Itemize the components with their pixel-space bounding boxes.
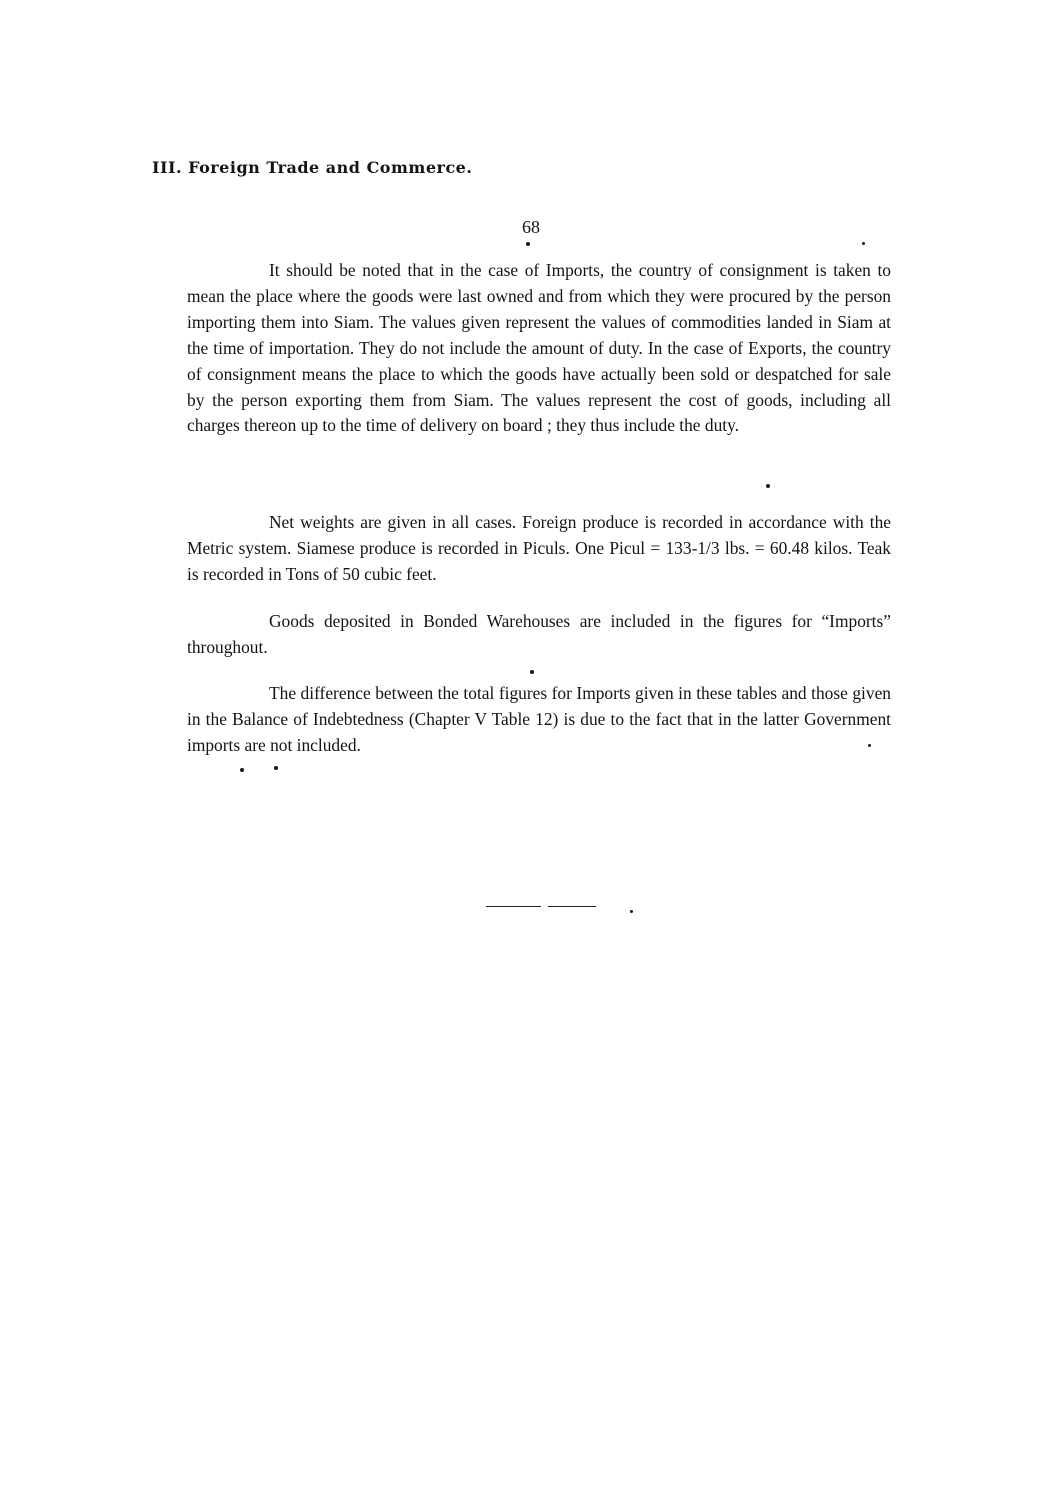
- paragraph-net-weights: Net weights are given in all cases. Foreign produce is recorded in accordance with the Metric system. Siamese produce is recorded in Piculs. One Picul = 133-1/3 lbs. = 60.48 kilos. Teak is recorded in Tons of 50 cubic feet.: [187, 512, 891, 584]
- closing-rule-left: [486, 906, 541, 907]
- scan-speck: [862, 242, 865, 245]
- scan-speck: [526, 242, 530, 246]
- page-number: 68: [522, 217, 540, 237]
- scan-speck: [766, 484, 770, 488]
- scan-speck: [530, 670, 534, 674]
- scan-speck: [630, 910, 633, 913]
- scan-speck: [868, 744, 871, 747]
- paragraph-bonded-warehouses: Goods deposited in Bonded Warehouses are included in the figures for “Imports” throughout.: [187, 611, 891, 657]
- closing-rule-right: [548, 906, 596, 907]
- scan-speck: [240, 768, 244, 772]
- section-heading: III. Foreign Trade and Commerce.: [152, 158, 473, 177]
- paragraph-balance-of-indebtedness: The difference between the total figures for Imports given in these tables and those given in the Balance of Indebtedness (Chapter V Table 12) is due to the fact that in the latter Government imports are not included.: [187, 683, 891, 755]
- paragraph-country-of-consignment: It should be noted that in the case of Imports, the country of consignment is taken to mean the place where the goods were last owned and from which they were procured by the person importing them into Siam. The values given represent the values of commodities landed in Siam at the time of importation. They do not include the amount of duty. In the case of Exports, the country of consignment means the place to which the goods have actually been sold or despatched for sale by the person exporting them from Siam. The values represent the cost of goods, including all charges thereon up to the time of delivery on board ; they thus include the duty.: [187, 260, 891, 436]
- scan-speck: [274, 766, 278, 770]
